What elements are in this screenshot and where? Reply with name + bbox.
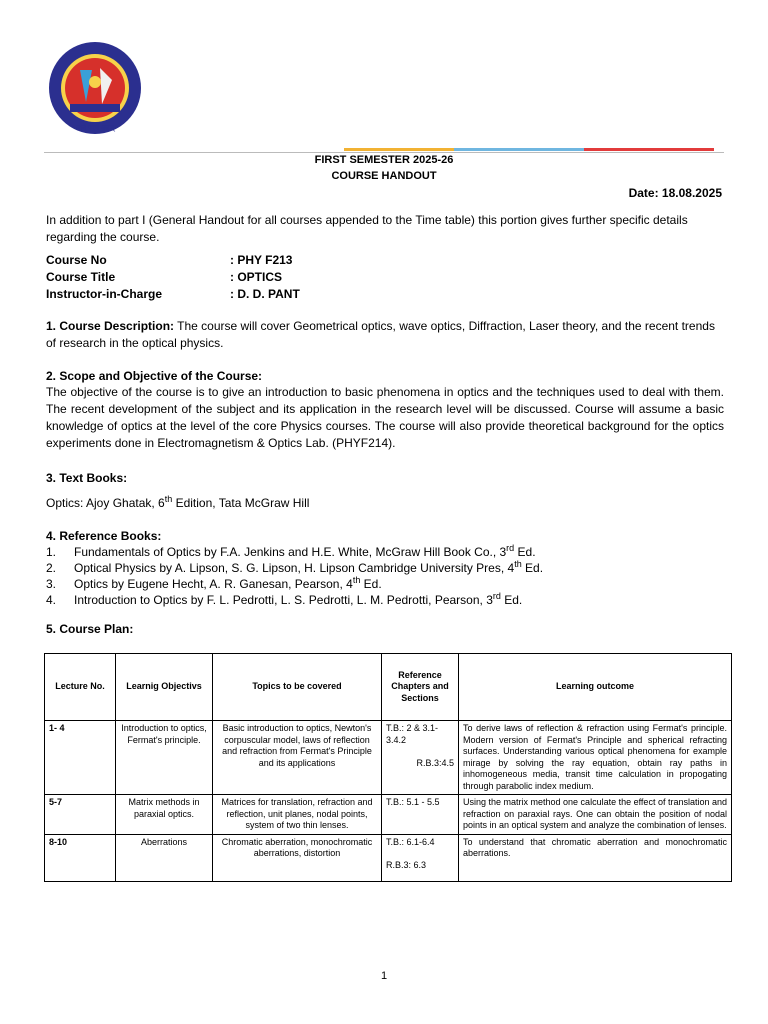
instructor-row: Instructor-in-Charge : D. D. PANT [46,287,300,301]
reference-item: 1. Fundamentals of Optics by F.A. Jenkins and H.E. White, McGraw Hill Book Co., 3rd Ed. [46,543,536,559]
column-header: Learnig Objectivs [116,654,213,721]
table-row: 5-7 Matrix methods in paraxial optics. Matrices for translation, refraction and reflection, unit planes, nodal points, system of two thin lenses. T.B.: 5.1 - 5.5 Using the matrix method one calculate the effect of translation and refraction on paraxial rays. One can obtain the position of nodal points in an optical system and analyze the combination of lenses. [45,795,732,835]
textbooks-heading: 3. Text Books: [46,471,128,485]
course-title-row: Course Title : OPTICS [46,270,283,284]
column-header: Lecture No. [45,654,116,721]
textbook-entry: Optics: Ajoy Ghatak, 6th Edition, Tata McGraw Hill [46,494,310,510]
intro-paragraph: In addition to part I (General Handout for all courses appended to the Time table) this portion gives further specific details regarding the course. [46,213,688,244]
column-header: Reference Chapters and Sections [382,654,459,721]
table-header-row [45,654,732,721]
handout-date: Date: 18.08.2025 [628,186,722,200]
reference-heading: 4. Reference Books: [46,529,162,543]
column-header: Topics to be covered [213,654,382,721]
svg-text:ज्ञानं परमं बलम्: ज्ञानं परमं बलम् [75,124,115,132]
semester-title: FIRST SEMESTER 2025-26 [314,154,454,166]
handout-title: COURSE HANDOUT [331,170,437,182]
reference-item: 3. Optics by Eugene Hecht, A. R. Ganesan, Pearson, 4th Ed. [46,575,382,591]
table-row: 1- 4 Introduction to optics, Fermat's principle. Basic introduction to optics, Newton's corpuscular model, laws of reflection and refraction from Fermat's Principle and its applications T.B.: 2 & 3.1-3.4.2 R.B.3:4.5 To derive laws of reflection & refraction using Fermat's principle. Modern version of Fermat's Principle and spherical refracting surfaces. Understanding various optical phenomena for example mirage by solving the ray equation, obtain ray paths in inhomogeneous media, transit time calculation in propogating through parabolic index medium. [45,721,732,795]
scope-paragraph: The objective of the course is to give an introduction to basic phenomena in optics and the techniques used to deal with them. The recent development of the subject and its application in the research level will be discussed. Course will assume a basic knowledge of optics at the level of the core Physics courses. The course will also provide theoretical background for the optics experiments done in Electromagnetism & Optics Lab. (PHYF214). [46,385,724,450]
course-description: 1. Course Description: The course will cover Geometrical optics, wave optics, Diffraction, Laser theory, and the recent trends of research in the optical physics. [46,319,715,350]
reference-list [46,544,543,608]
table-row: 8-10 Aberrations Chromatic aberration, monochromatic aberrations, distortion T.B.: 6.1-6.4 R.B.3: 6.3 To understand that chromatic aberration and monochromatic aberrations. [45,834,732,881]
reference-item: 4. Introduction to Optics by F. L. Pedrotti, L. S. Pedrotti, L. M. Pedrotti, Pearson, 3rd Ed. [46,591,523,607]
course-no-row: Course No : PHY F213 [46,253,293,267]
column-header: Learning outcome [459,654,732,721]
course-plan-heading: 5. Course Plan: [46,622,134,636]
course-plan-table [44,653,732,882]
page-number: 1 [380,970,388,982]
institute-seal-logo [40,40,150,140]
scope-heading: 2. Scope and Objective of the Course: [46,369,263,383]
reference-item: 2. Optical Physics by A. Lipson, S. G. Lipson, H. Lipson Cambridge University Pres, 4th Ed. [46,559,544,575]
